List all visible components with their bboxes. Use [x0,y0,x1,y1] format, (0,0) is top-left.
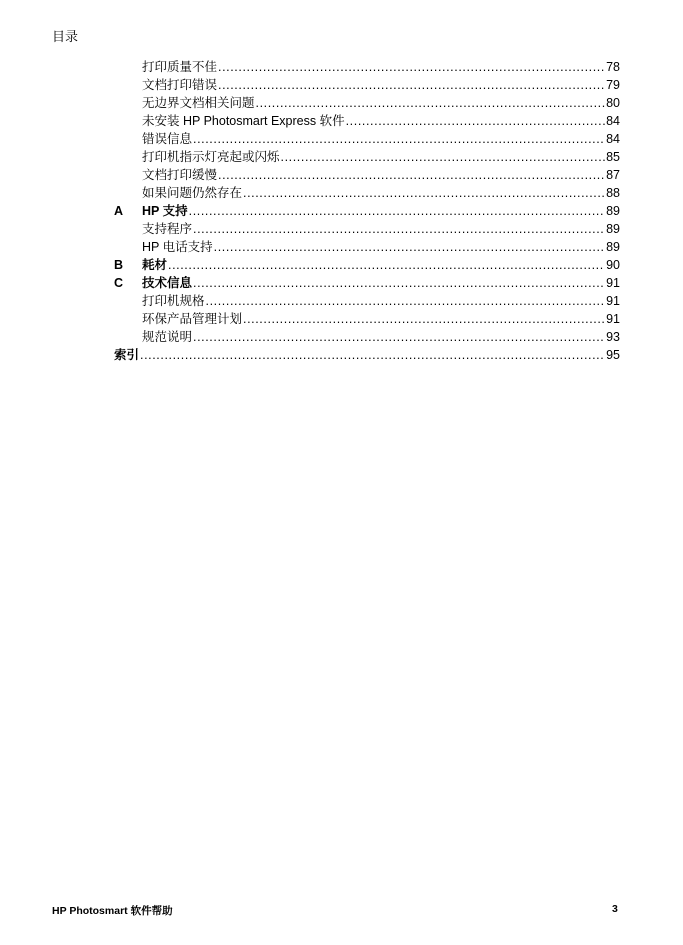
toc-entry-title: 打印机规格 [142,294,205,308]
running-header: 目录 [52,29,79,44]
toc-page-number: 95 [606,348,620,362]
toc-entry-title: 文档打印错误 [142,78,218,92]
toc-entry[interactable] [114,76,620,94]
toc-page-number: 84 [606,114,620,128]
toc-leader-dots [193,130,605,148]
toc-page-number: 91 [606,312,620,326]
toc-leader-dots [189,202,605,220]
toc-entry-title: 环保产品管理计划 [142,312,243,326]
toc-page-number: 89 [606,240,620,254]
toc-entry-title: 未安装 HP Photosmart Express 软件 [142,114,345,128]
toc-entry-title: 文档打印缓慢 [142,168,218,182]
toc-entry[interactable] [114,346,620,364]
toc-entry-title: 支持程序 [142,222,193,236]
toc-leader-dots [243,184,605,202]
toc-leader-dots [256,94,606,112]
toc-page-number: 89 [606,204,620,218]
toc-page-number: 91 [606,294,620,308]
toc-leader-dots [281,148,606,166]
toc-page-number: 79 [606,78,620,92]
toc-entry[interactable] [114,202,620,220]
toc-entry[interactable] [114,256,620,274]
toc-page-number: 78 [606,60,620,74]
toc-page-number: 84 [606,132,620,146]
toc-entry-title: 如果问题仍然存在 [142,186,243,200]
toc-entry[interactable] [114,184,620,202]
toc-page-number: 89 [606,222,620,236]
toc-page-number: 80 [606,96,620,110]
toc-entry[interactable] [114,292,620,310]
toc-entry-title: 索引 [114,348,140,362]
toc-leader-dots [193,274,605,292]
footer-page-number: 3 [612,903,618,915]
toc-entry[interactable] [114,112,620,130]
toc-leader-dots [193,220,605,238]
toc-entry[interactable] [114,166,620,184]
toc-entry-title: HP 电话支持 [142,240,213,254]
toc-leader-dots [206,292,606,310]
toc-leader-dots [218,58,605,76]
toc-page-number: 87 [606,168,620,182]
toc-entry[interactable] [114,274,620,292]
toc-entry-title: 耗材 [142,258,168,272]
toc-page-number: 91 [606,276,620,290]
toc-appendix-letter: A [114,204,124,218]
toc-leader-dots [346,112,605,130]
toc-page-number: 93 [606,330,620,344]
toc-entry[interactable] [114,310,620,328]
toc-leader-dots [140,346,605,364]
toc-entry-title: 规范说明 [142,330,193,344]
toc-entry[interactable] [114,148,620,166]
toc-leader-dots [214,238,605,256]
toc-leader-dots [193,328,605,346]
toc-page-number: 85 [606,150,620,164]
toc-entry-title: 技术信息 [142,276,193,290]
toc-appendix-letter: C [114,276,124,290]
toc-page-number: 88 [606,186,620,200]
toc-leader-dots [168,256,605,274]
toc-entry-title: 打印机指示灯亮起或闪烁 [142,150,280,164]
toc-entry[interactable] [114,238,620,256]
toc-entry-title: 错误信息 [142,132,193,146]
toc-entry[interactable] [114,94,620,112]
table-of-contents [114,58,620,364]
toc-entry-title: 打印质量不佳 [142,60,218,74]
toc-entry-title: HP 支持 [142,204,188,218]
toc-leader-dots [218,166,605,184]
toc-entry-title: 无边界文档相关问题 [142,96,255,110]
toc-entry[interactable] [114,130,620,148]
toc-entry[interactable] [114,58,620,76]
toc-entry[interactable] [114,328,620,346]
toc-page-number: 90 [606,258,620,272]
toc-leader-dots [243,310,605,328]
toc-entry[interactable] [114,220,620,238]
toc-leader-dots [218,76,605,94]
footer-product-name: HP Photosmart 软件帮助 [52,905,173,917]
toc-appendix-letter: B [114,258,124,272]
